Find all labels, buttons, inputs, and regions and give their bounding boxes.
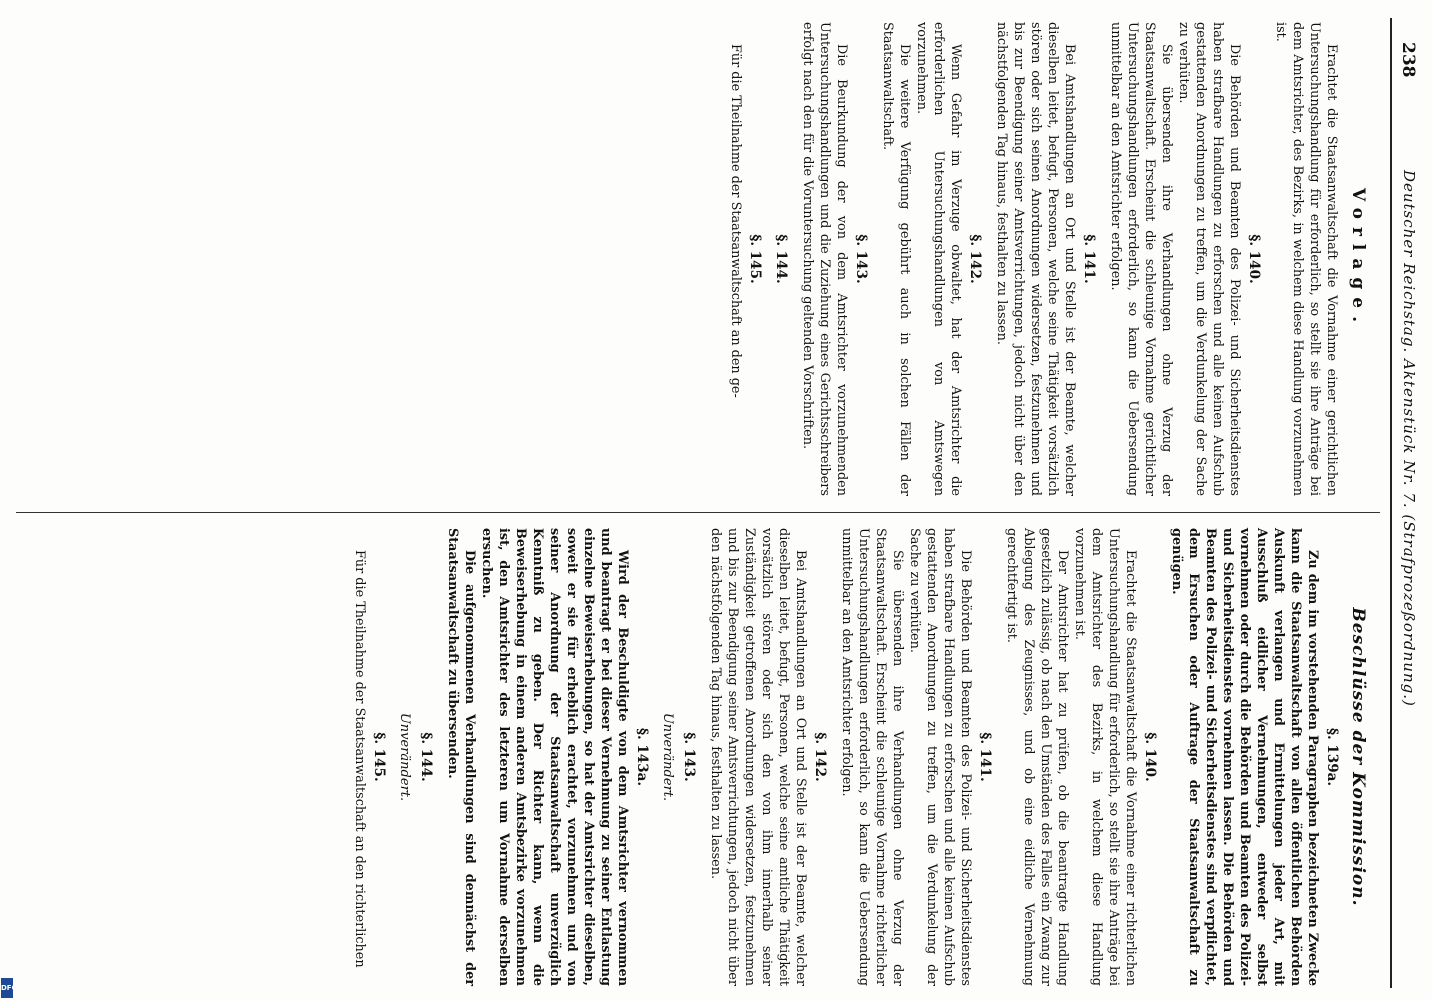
section-paragraph: Erachtet die Staatsanwaltschaft die Vornahme einer gerichtlichen Untersuchungshandlung für erforderlich, so stellt sie ihre Anträge bei dem Amtsrichter, des Bezirks, in welchem diese Handlung vorzunehmen ist. — [1273, 22, 1339, 496]
section-paragraph: Sie übersenden ihre Verhandlungen ohne Verzug der Staatsanwaltschaft. Erscheint die schleunige Vornahme richterlicher Untersuchungshandlungen erforderlich, so kann die Uebersendung unmittelbar an den Amtsrichter erfolgen. — [839, 528, 905, 986]
section — [351, 528, 387, 986]
right-column-heading: Beschlüsse der Kommission. — [1348, 607, 1368, 907]
section-paragraph: Für die Theilnahme der Staatsanwaltschaft an den richterlichen — [352, 550, 367, 968]
section-paragraph: Sie übersenden ihre Verhandlungen ohne Verzug der Staatsanwaltschaft. Erscheint die schleunige Vornahme gerichtlicher Untersuchungshandlungen erforderlich, so kann die Uebersendung unmittelbar an den Amtsrichter erfolgen. — [1108, 22, 1174, 496]
section-title: §. 140. — [1246, 234, 1262, 284]
section-paragraph: Erachtet die Staatsanwaltschaft die Vornahme einer richterlichen Untersuchungshandlung für erforderlich, so stellt sie ihre Anträge bei dem Amtsrichter des Bezirks, in welchem diese Handlung vorzunehmen ist. — [1072, 528, 1138, 986]
section-paragraph: Der Amtsrichter hat zu prüfen, ob die beantragte Handlung gesetzlich zulässig, ob nach den Umständen des Falles ein Zwang zur Ablegung des Zeugnisses, und ob eine eidliche Vernehmung gerechtfertigt ist. — [1004, 528, 1070, 986]
unchanged-note: Unverändert. — [397, 712, 412, 802]
section-paragraph: Wird der Beschuldigte von dem Amtsrichter vernommen und beantragt er bei dieser Vernehmung zu seiner Entlastung einzelne Beweiserhebungen, so hat der Amtsrichter dieselben, soweit er sie für erheblich erachtet, vorzunehmen und von seiner Anordnung der Staatsanwaltschaft unverzüglich Kenntniß zu geben. Der Richter kann, wenn die Beweiserhebung in einem anderen Amtsbezirke vorzunehmen ist, den Amtsrichter des letzteren um Vornahme derselben ersuchen. — [479, 528, 630, 986]
section — [1003, 528, 1158, 986]
journal-title: Deutscher Reichstag. Aktenstück Nr. 7. (Strafprozeßordnung.) — [1400, 170, 1418, 707]
section-title: §. 145. — [747, 234, 763, 284]
section — [838, 528, 993, 986]
section-paragraph: Die Beurkundung der von dem Amtsrichter vorzunehmenden Untersuchungshandlungen und die Zuziehung eines Gerichtsschreibers erfolgt nach den für die Voruntersuchung geltenden Vorschriften. — [800, 22, 849, 496]
section-title: §. 144. — [418, 732, 434, 782]
section — [799, 22, 869, 496]
section — [397, 528, 434, 986]
section — [1107, 22, 1262, 496]
section-paragraph: Bei Amtshandlungen an Ort und Stelle ist der Beamte, welcher dieselben leitet, befugt, Personen, welche seine Thätigkeit vorsätzlich stören oder sich seinen Anordnungen widersetzen, festzunehmen und bis zur Beendigung seiner Amtsverrichtungen, jedoch nicht über den nächstfolgenden Tag hinaus, festhalten zu lassen. — [994, 22, 1077, 496]
section-title: §. 141. — [1081, 234, 1097, 284]
left-sections — [727, 22, 1340, 496]
right-sections — [351, 528, 1340, 986]
section-paragraph: Für die Theilnahme der Staatsanwaltschaft an den ge- — [728, 44, 743, 398]
section-title: §. 143. — [681, 732, 697, 782]
unchanged-note: Unverändert. — [660, 712, 675, 802]
section — [707, 528, 828, 986]
section-paragraph: Die aufgenommenen Verhandlungen sind demnächst der Staatsanwaltschaft zu übersenden. — [445, 528, 477, 986]
section-title: §. 144. — [773, 234, 789, 284]
section-paragraph: Die Behörden und Beamten des Polizei- und Sicherheitsdienstes haben strafbare Handlungen zu erforschen und alle keinen Aufschub gestattenden Anordnungen zu treffen, um die Verdunkelung der Sache zu verhüten. — [907, 528, 973, 986]
section — [1168, 528, 1340, 986]
section-title: §. 141. — [977, 732, 993, 782]
section — [660, 528, 697, 986]
section-title: §. 142. — [812, 732, 828, 782]
dfg-logo: DFG — [1, 978, 13, 998]
section-paragraph: Zu dem im vorstehenden Paragraphen bezeichneten Zwecke kann die Staatsanwaltschaft von allen öffentlichen Behörden Auskunft verlangen und Ermittelungen jeder Art, mit Ausschluß eidlicher Vernehmungen, entweder selbst vornehmen oder durch die Behörden und Beamten des Polizei- und Sicherheitsdienstes vornehmen lassen. Die Behörden und Beamten des Polizei- und Sicherheitsdienstes sind verpflichtet, dem Ersuchen oder Auftrage der Staatsanwaltschaft zu genügen. — [1169, 528, 1320, 986]
left-column — [20, 22, 1384, 496]
section — [444, 528, 650, 986]
column-divider — [16, 512, 1380, 513]
section-title: §. 142. — [967, 234, 983, 284]
section-title: §. 143. — [853, 234, 869, 284]
section-paragraph: Wenn Gefahr im Verzuge obwaltet, hat der Amtsrichter die erforderlichen Untersuchungshandlungen von Amtswegen vorzunehmen. — [914, 22, 963, 496]
section-title: §. 143a. — [634, 727, 650, 787]
header-rule — [1390, 18, 1392, 988]
section-paragraph: Die weitere Verfügung gebührt auch in solchen Fällen der Staatsanwaltschaft. — [880, 22, 912, 496]
section — [1272, 22, 1340, 496]
section-paragraph: Die Behörden und Beamten des Polizei- und Sicherheitsdienstes haben strafbare Handlungen zu erforschen und alle keinen Aufschub gestattenden Anordnungen zu treffen, um die Verdunkelung der Sache zu verhüten. — [1176, 22, 1242, 496]
section-title: §. 139a. — [1324, 727, 1340, 787]
left-column-heading: Vorlage. — [1348, 187, 1368, 331]
page-number: 238 — [1398, 42, 1418, 78]
section — [727, 22, 763, 496]
section — [993, 22, 1097, 496]
section-paragraph: Bei Amtshandlungen an Ort und Stelle ist der Beamte, welcher dieselben leitet, befugt, Personen, welche seine amtliche Thätigkeit vorsätzlich stören oder sich den von ihm innerhalb seiner Zuständigkeit getroffenen Anordnungen widersetzen, festzunehmen und bis zur Beendigung seiner Amtsverrichtungen, jedoch nicht über den nächstfolgenden Tag hinaus, festhalten zu lassen. — [708, 528, 808, 986]
section — [773, 22, 789, 496]
right-column — [20, 528, 1384, 986]
section — [879, 22, 983, 496]
page-header — [1392, 20, 1418, 986]
section-title: §. 140. — [1142, 732, 1158, 782]
section-title: §. 145. — [371, 732, 387, 782]
